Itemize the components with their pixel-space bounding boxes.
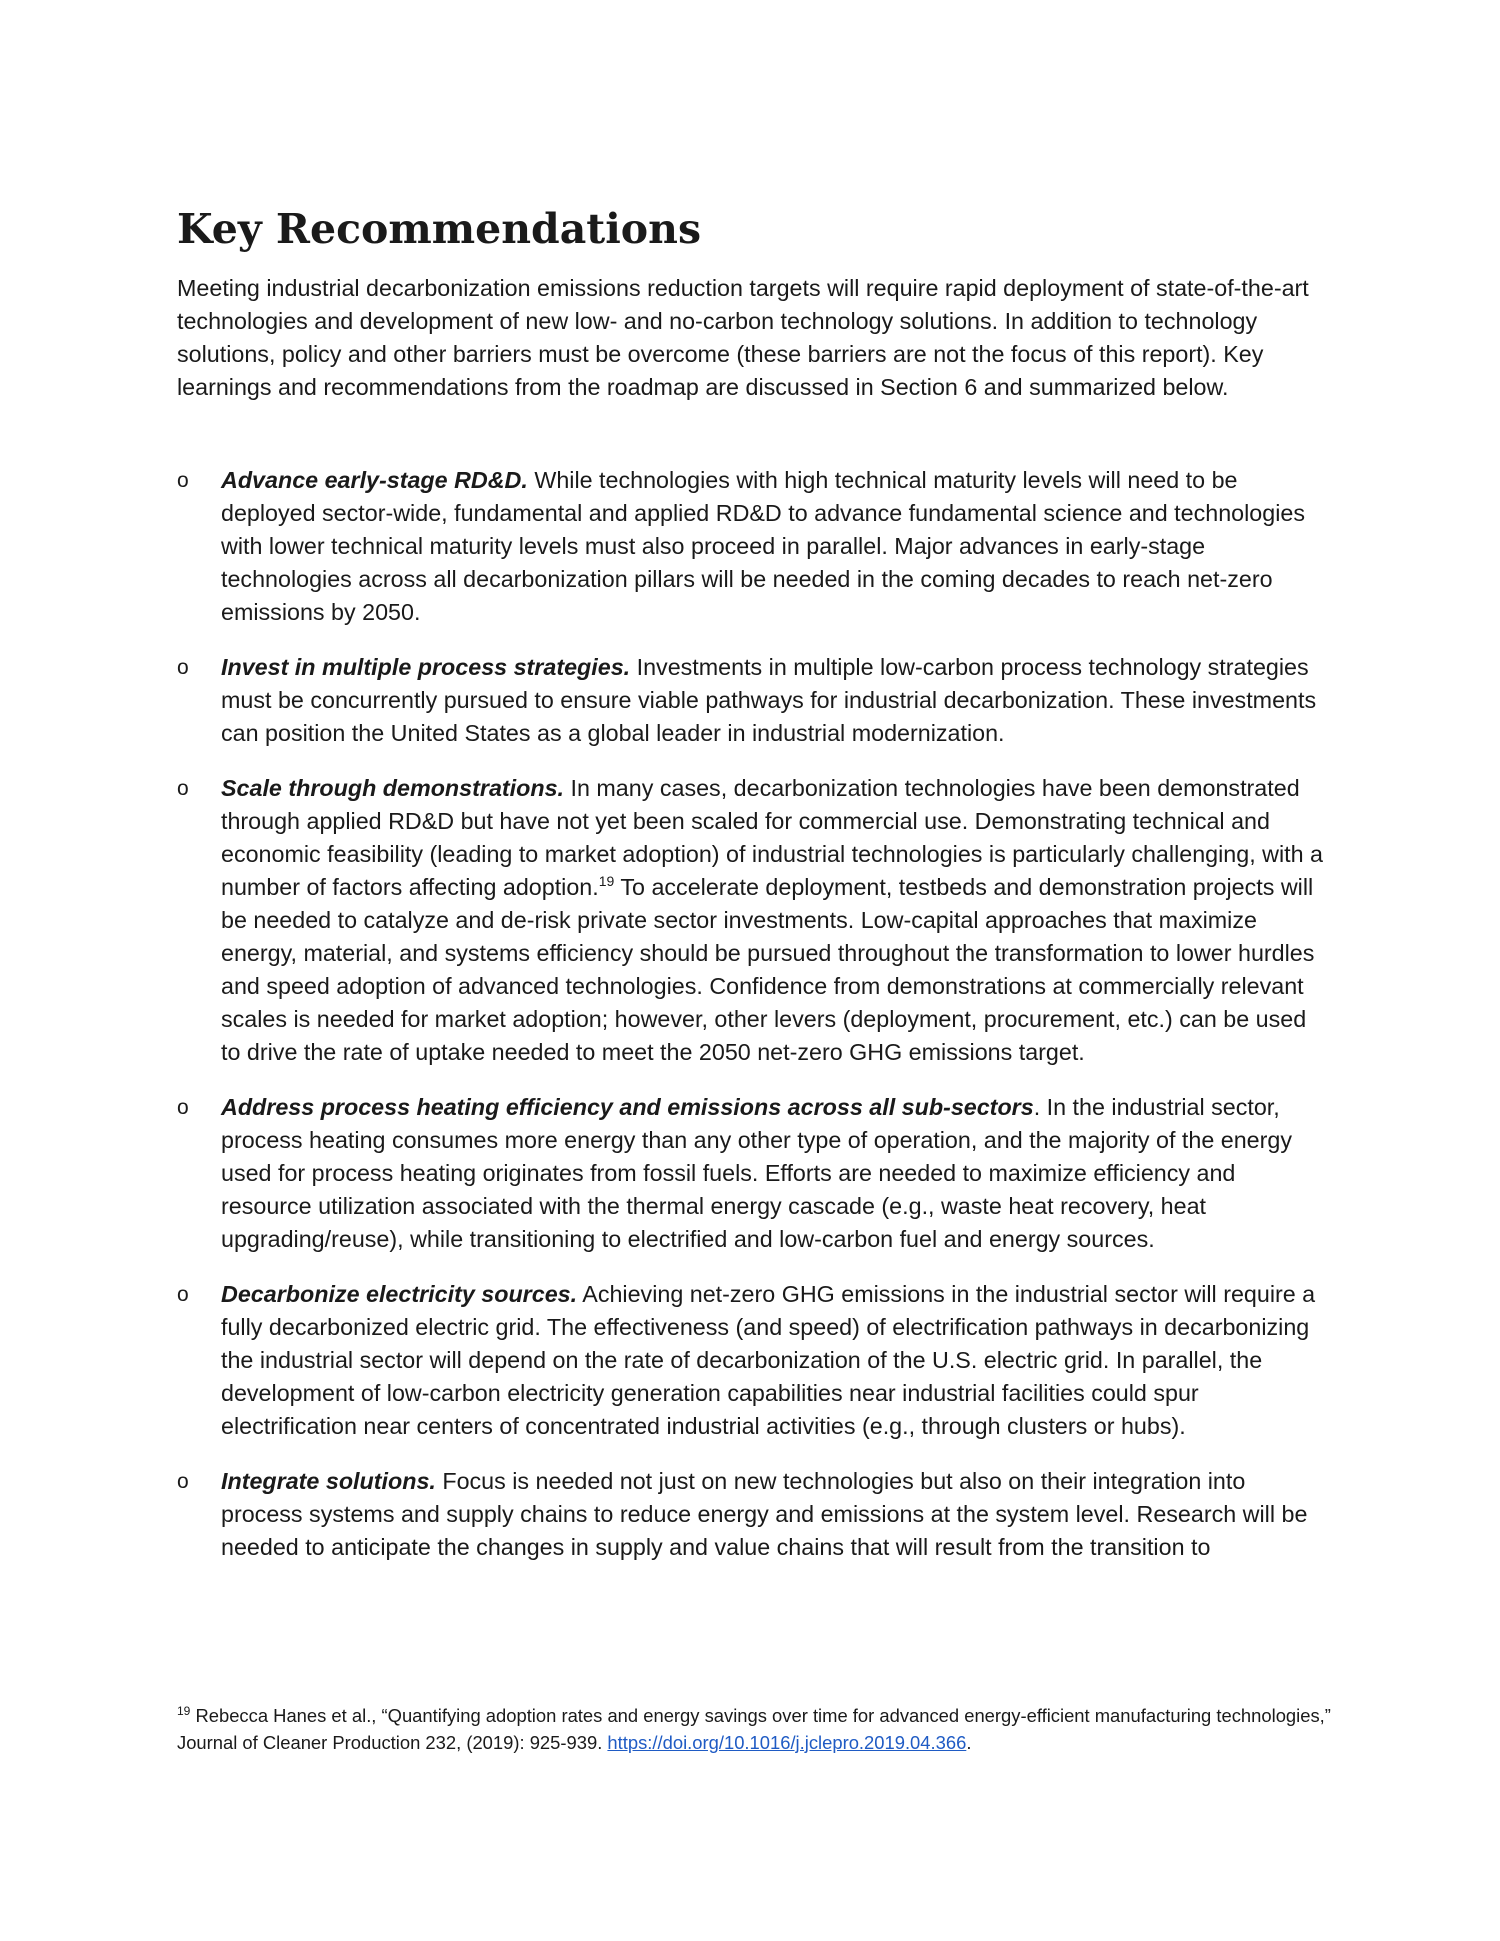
recommendation-text: While technologies with high technical maturity levels will need to be deployed sector-wide, fundamental and applied RD&D to advance fundamental science and technologies with lower technical maturity levels must also proceed in parallel. Major advances in early-stage technologies across all decarbonization pillars will be needed in the coming decades to reach net-zero emissions by 2050. xyxy=(221,467,1305,625)
list-item xyxy=(177,1278,1327,1443)
footnote-marker: 19 xyxy=(177,1703,191,1718)
recommendation-text: Focus is needed not just on new technologies but also on their integration into process systems and supply chains to reduce energy and emissions at the system level. Research will be needed to anticipate the changes in supply and value chains that will result from the transition to xyxy=(221,1468,1308,1560)
recommendation-text: . In the industrial sector, process heating consumes more energy than any other type of operation, and the majority of the energy used for process heating originates from fossil fuels. Efforts are needed to maximize efficiency and resource utilization associated with the thermal energy cascade (e.g., waste heat recovery, heat upgrading/reuse), while transitioning to electrified and low-carbon fuel and energy sources. xyxy=(221,1094,1292,1252)
footnote-trailing: . xyxy=(966,1732,972,1753)
recommendations-list xyxy=(177,464,1327,1564)
recommendation-text: Investments in multiple low-carbon process technology strategies must be concurrently pursued to ensure viable pathways for industrial decarbonization. These investments can position the United States as a global leader in industrial modernization. xyxy=(221,654,1317,746)
list-item xyxy=(177,464,1327,629)
recommendation-text: Achieving net-zero GHG emissions in the industrial sector will require a fully decarbonized electric grid. The effectiveness (and speed) of electrification pathways in decarbonizing the industrial sector will depend on the rate of decarbonization of the U.S. electric grid. In parallel, the development of low-carbon electricity generation capabilities near industrial facilities could spur electrification near centers of concentrated industrial activities (e.g., through clusters or hubs). xyxy=(221,1281,1316,1439)
recommendation-title: Scale through demonstrations. xyxy=(221,775,565,801)
recommendation-title: Address process heating efficiency and emissions across all sub-sectors xyxy=(221,1094,1034,1120)
bullet-icon: o xyxy=(177,656,189,679)
list-item xyxy=(177,1465,1327,1564)
bullet-icon: o xyxy=(177,1096,189,1119)
recommendation-title: Advance early-stage RD&D. xyxy=(221,467,528,493)
page-title: Key Recommendations xyxy=(177,205,702,253)
footnote xyxy=(177,1702,1337,1756)
bullet-icon: o xyxy=(177,469,189,492)
list-item xyxy=(177,772,1327,1069)
doi-link[interactable]: https://doi.org/10.1016/j.jclepro.2019.04.366 xyxy=(607,1732,967,1753)
list-item xyxy=(177,651,1327,750)
recommendation-title: Decarbonize electricity sources. xyxy=(221,1281,578,1307)
recommendation-text-continued: To accelerate deployment, testbeds and demonstration projects will be needed to catalyze and de-risk private sector investments. Low-capital approaches that maximize energy, material, and systems efficiency should be pursued throughout the transformation to lower hurdles and speed adoption of advanced technologies. Confidence from demonstrations at commercially relevant scales is needed for market adoption; however, other levers (deployment, procurement, etc.) can be used to drive the rate of uptake needed to meet the 2050 net-zero GHG emissions target. xyxy=(221,874,1315,1065)
intro-paragraph: Meeting industrial decarbonization emissions reduction targets will require rapid deployment of state-of-the-art technologies and development of new low- and no-carbon technology solutions. In addition to technology solutions, policy and other barriers must be overcome (these barriers are not the focus of this report). Key learnings and recommendations from the roadmap are discussed in Section 6 and summarized below. xyxy=(177,275,1309,400)
recommendation-text: In many cases, decarbonization technologies have been demonstrated through applied RD&D but have not yet been scaled for commercial use. Demonstrating technical and economic feasibility (leading to market adoption) of industrial technologies is particularly challenging, with a number of factors affecting adoption. xyxy=(221,775,1324,900)
footnote-text: Rebecca Hanes et al., “Quantifying adoption rates and energy savings over time for advanced energy-efficient manufacturing technologies,” Journal of Cleaner Production 232, (2019): 925-939. xyxy=(177,1705,1331,1753)
bullet-icon: o xyxy=(177,1283,189,1306)
recommendation-title: Invest in multiple process strategies. xyxy=(221,654,631,680)
bullet-icon: o xyxy=(177,1470,189,1493)
recommendation-title: Integrate solutions. xyxy=(221,1468,436,1494)
bullet-icon: o xyxy=(177,777,189,800)
footnote-reference[interactable]: 19 xyxy=(598,873,615,890)
list-item xyxy=(177,1091,1327,1256)
